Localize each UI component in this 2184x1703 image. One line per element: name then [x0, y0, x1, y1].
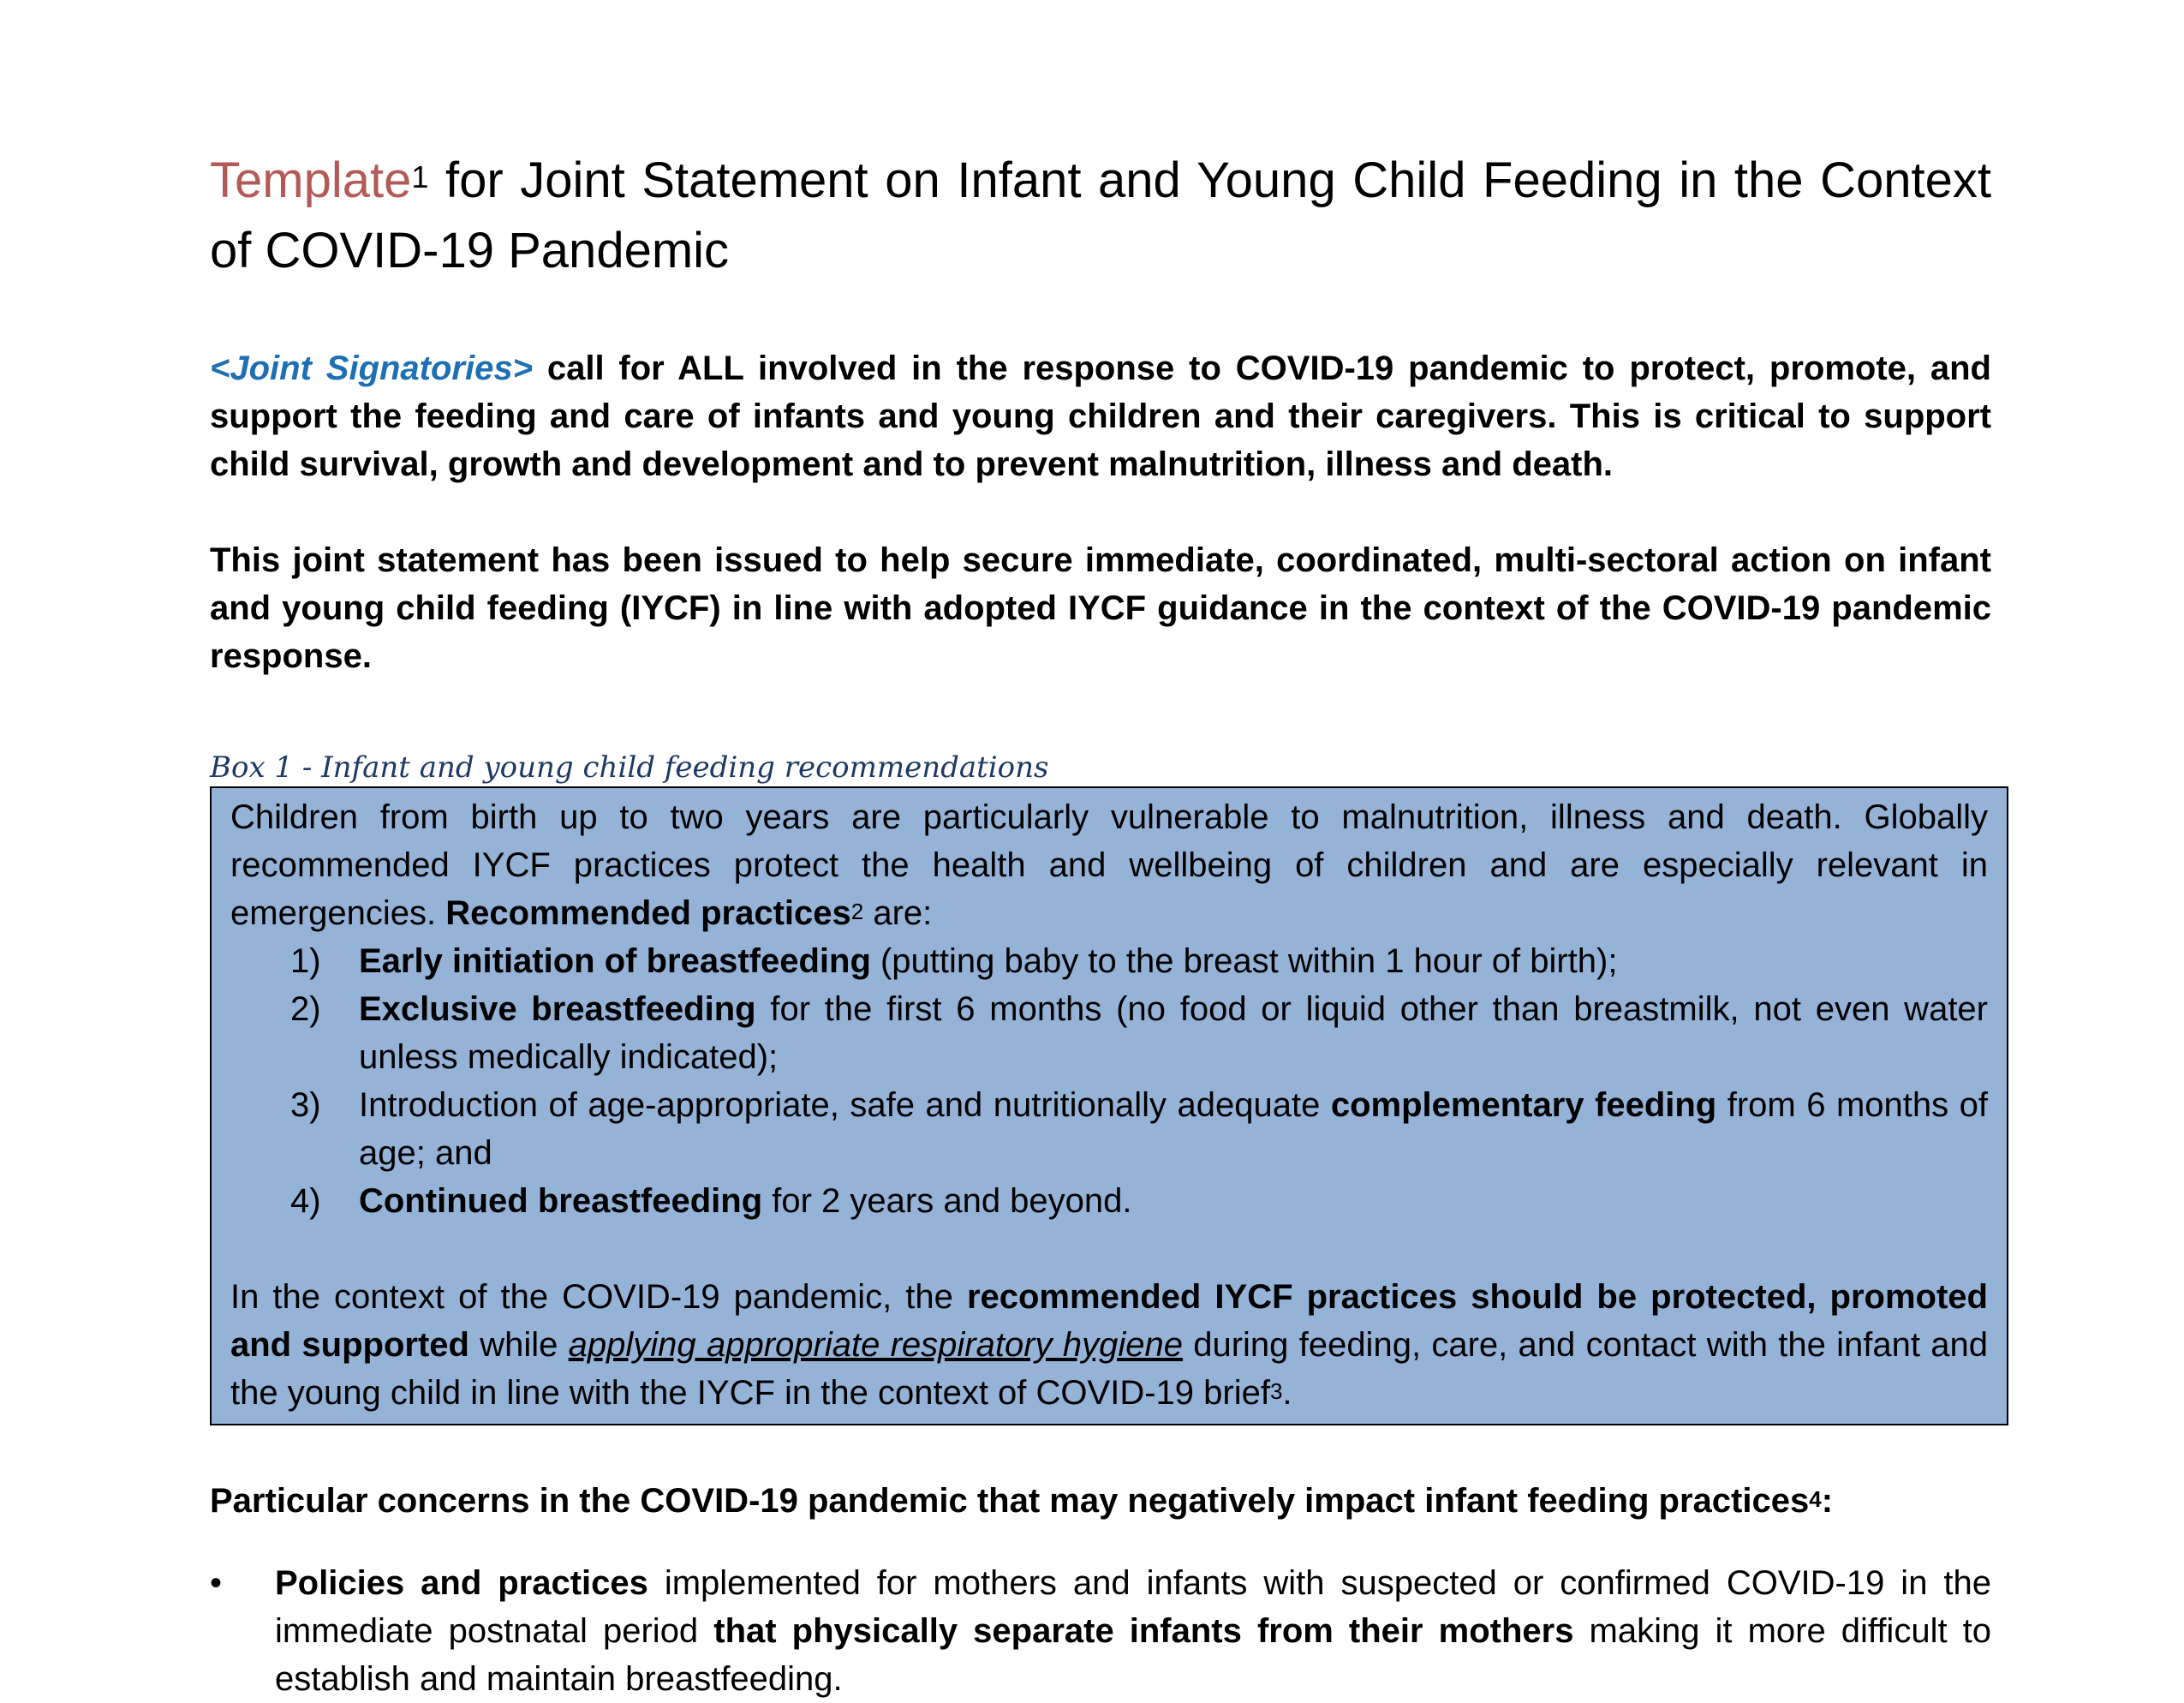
concerns-heading [210, 1477, 1991, 1525]
statement-purpose-paragraph: This joint statement has been issued to help secure immediate, coordinated, multi-sectoral action on infant and young child feeding (IYCF) in line with adopted IYCF guidance in the context of the COVID-19 pandemic response. [210, 541, 1991, 675]
box-caption: Box 1 - Infant and young child feeding recommendations [210, 750, 1049, 785]
box-intro-end: are: [863, 894, 933, 932]
recommendations-list [230, 937, 1988, 1225]
list-item-pre: Introduction of age-appropriate, safe and nutritionally adequate [359, 1086, 1331, 1124]
list-item [210, 1559, 1991, 1703]
footnote-ref-4[interactable]: 4 [1809, 1486, 1822, 1512]
document-content [210, 146, 1991, 1703]
list-item-number: 3) [290, 1086, 321, 1124]
title-template-word: Template [210, 152, 412, 208]
list-item-text: for 2 years and beyond. [762, 1182, 1132, 1220]
list-item-bold: Continued breastfeeding [359, 1182, 763, 1220]
box-intro-text: Children from birth up to two years are particularly vulnerable to malnutrition, illness and death. Globally recommended IYCF practices protect the health and wellbeing of children and are especially relevant in emergencies. [230, 798, 1988, 932]
box-intro-bold: Recommended practices [445, 894, 851, 932]
box-closing-rest: during feeding, care, and contact with the infant and the young child in line with the IYCF in the context of COVID-19 brief [230, 1326, 1988, 1412]
bullet-text: making it more difficult to establish and maintain breastfeeding. [275, 1612, 1991, 1698]
box-closing [230, 1273, 1988, 1417]
bullet-icon: • [210, 1564, 223, 1602]
concerns-list [210, 1559, 1991, 1703]
footnote-ref-2[interactable]: 2 [850, 899, 864, 924]
list-item-number: 2) [290, 990, 321, 1028]
footnote-ref-3[interactable]: 3 [1269, 1378, 1283, 1404]
list-item-number: 1) [290, 942, 321, 980]
recommendations-box [210, 786, 2008, 1425]
list-item-text: from 6 months of age; and [359, 1086, 1988, 1172]
list-item-text: (putting baby to the breast within 1 hour of birth); [870, 942, 1618, 980]
concerns-heading-colon: : [1821, 1482, 1834, 1520]
list-item-text: for the first 6 months (no food or liquid other than breastmilk, not even water unless medically indicated); [359, 990, 1988, 1076]
list-item-bold: Early initiation of breastfeeding [359, 942, 871, 980]
concerns-heading-text: Particular concerns in the COVID-19 pandemic that may negatively impact infant feeding practices [210, 1482, 1810, 1520]
list-item-bold: Exclusive breastfeeding [359, 990, 756, 1028]
respiratory-hygiene-link[interactable]: applying appropriate respiratory hygiene [568, 1326, 1183, 1364]
bullet-bold: Policies and practices [275, 1564, 648, 1602]
list-item-number: 4) [290, 1182, 321, 1220]
title-rest: for Joint Statement on Infant and Young Child Feeding in the Context of COVID-19 Pandemic [210, 152, 1991, 278]
box-closing-text: In the context of the COVID-19 pandemic, the [230, 1278, 967, 1316]
bullet-bold: that physically separate infants from their mothers [713, 1612, 1574, 1650]
list-item-bold: complementary feeding [1330, 1086, 1717, 1124]
box-closing-period: . [1282, 1374, 1292, 1412]
document-title [210, 146, 1991, 286]
box-spacer [230, 1225, 1988, 1273]
joint-signatories-placeholder: <Joint Signatories> [210, 350, 533, 387]
bullet-text: implemented for mothers and infants with suspected or confirmed COVID-19 in the immediate postnatal period [275, 1564, 1991, 1650]
list-item [230, 1177, 1988, 1225]
intro-text: call for ALL involved in the response to COVID-19 pandemic to protect, promote, and support the feeding and care of infants and young children and their caregivers. This is critical to support child survival, growth and development and to prevent malnutrition, illness and death. [210, 350, 1991, 483]
list-item [230, 1081, 1988, 1177]
intro-paragraph [210, 344, 1991, 488]
box-intro [230, 793, 1988, 937]
list-item [230, 937, 1988, 985]
list-item [230, 985, 1988, 1081]
footnote-ref-1[interactable]: 1 [411, 159, 429, 194]
box-closing-while: while [468, 1326, 569, 1364]
box-closing-bold: recommended IYCF practices should be protected, promoted and supported [230, 1278, 1988, 1364]
